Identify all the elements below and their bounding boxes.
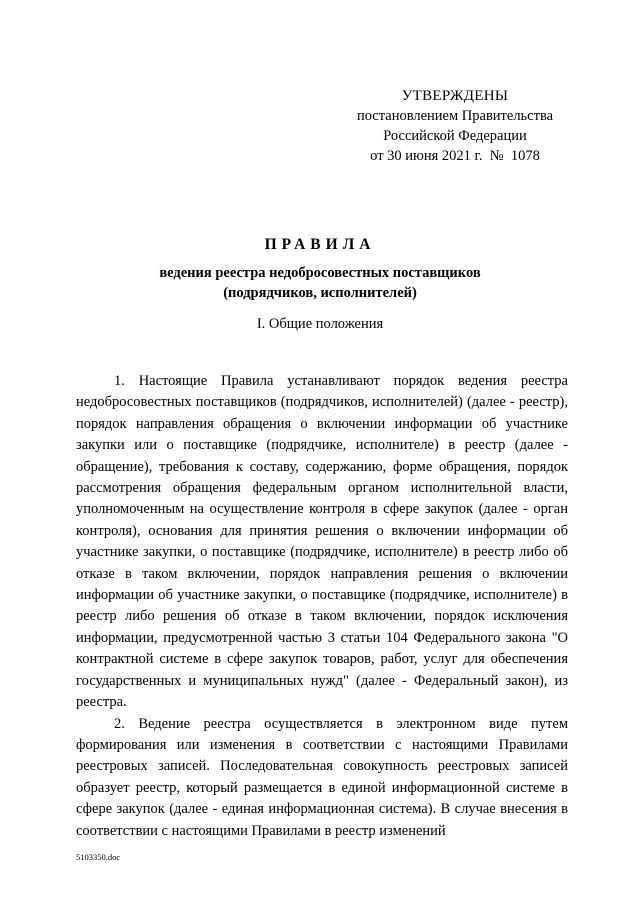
document-title: ПРАВИЛА [264,236,376,253]
document-body [76,371,568,842]
approval-block [340,86,570,166]
paragraph-2: 2. Ведение реестра осуществляется в электронном виде путем формирования или изменения в соответствии с настоящими Правилами реестровых записей. Последовательная совокупность реестровых записей образует реестр, который размещается в единой информационной системе в сфере закупок (далее - единая информационная система). В случае внесения в соответствии с настоящими Правилами в реестр изменений [76,715,568,839]
approval-heading: УТВЕРЖДЕНЫ [401,88,509,104]
approval-line-decree: постановлением Правительства [356,108,554,124]
footer-filename: 5103350.doc [76,852,121,862]
section-heading: I. Общие положения [256,316,384,332]
document-subtitle [80,263,560,303]
approval-line-date-number: от 30 июня 2021 г. № 1078 [370,148,540,164]
paragraph-1: 1. Настоящие Правила устанавливают порядок ведения реестра недобросовестных поставщиков (подрядчиков, исполнителей) (далее - реестр), порядок направления обращения о включении информации об участнике закупки или о поставщике (подрядчике, исполнителе) в реестр (далее - обращение), требования к составу, содержанию, форме обращения, порядок рассмотрения обращения федеральным органом исполнительной власти, уполномоченным на осуществление контроля в сфере закупок (далее - орган контроля), основания для принятия решения о включении информации об участнике закупки, о поставщике (подрядчике, исполнителе) в реестр либо об отказе в таком включении, порядок направления решения о включении информации об участнике закупки, о поставщике (подрядчике, исполнителе) в реестр либо решения об отказе в таком включении, порядок исключения информации, предусмотренной частью 3 статьи 104 Федерального закона "О контрактной системе в сфере закупок товаров, работ, услуг для обеспечения государственных и муниципальных нужд" (далее - Федеральный закон), из реестра. [76,373,568,711]
subtitle-line-2: (подрядчиков, исполнителей) [223,285,417,301]
approval-line-government: Российской Федерации [383,128,527,144]
subtitle-line-1: ведения реестра недобросовестных поставщиков [159,265,481,281]
